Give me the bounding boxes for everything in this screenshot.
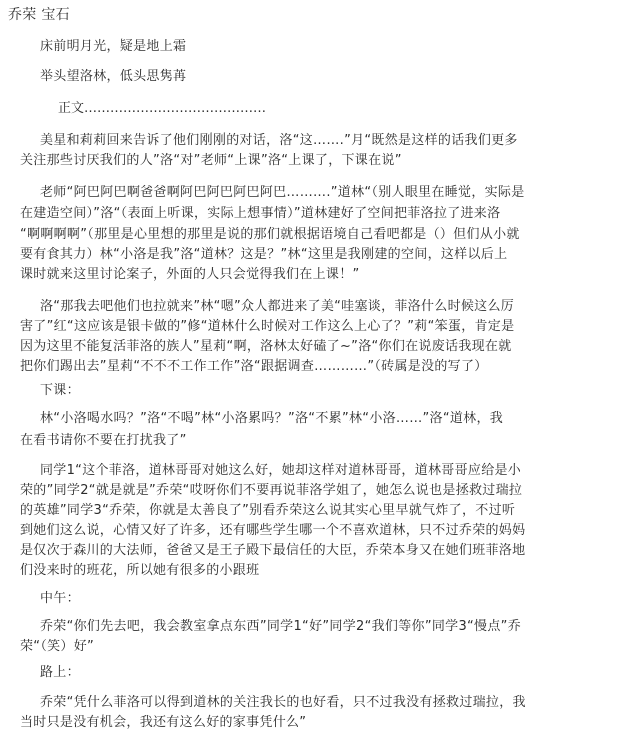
poem-line-1: 床前明月光，疑是地上霜 [40, 39, 187, 54]
section-label: 路上： [40, 665, 80, 680]
paragraph-line: 们没来时的班花，所以她有很多的小跟班 [20, 563, 260, 578]
paragraph-line: 因为这里不能复活菲洛的族人”星莉“啊，洛林太好磕了~”洛“你们在说废话我现在就 [20, 339, 512, 354]
paragraph-line: “啊啊啊啊”（那里是心里想的那里是说的那们就根据语境自己看吧都是（）但们从小就 [20, 227, 520, 242]
paragraph-line: 关注那些讨厌我们的人”洛“对”老师“上课”洛“上课了，下课在说” [20, 153, 402, 168]
paragraph-line: 到她们这么说，心情又好了许多，还有哪些学生哪一个不喜欢道林，只不过乔荣的妈妈 [20, 523, 526, 538]
paragraph-line: 同学1“这个菲洛，道林哥哥对她这么好，她却这样对道林哥哥，道林哥哥应给是小 [40, 463, 522, 478]
paragraph-line: 课时就来这里讨论案子，外面的人只会觉得我们在上课！” [20, 267, 360, 282]
section-label: 中午： [40, 591, 80, 606]
section-label: 下课： [40, 383, 80, 398]
paragraph-line: 的英雄”同学3“乔荣，你就是太善良了”别看乔荣这么说其实心里早就气炸了，不过听 [20, 503, 516, 518]
paragraph-line: 在建造空间）”洛“（表面上听课，实际上想事情）”道林建好了空间把菲洛拉了进来洛 [20, 206, 501, 221]
paragraph-line: 荣的”同学2“就是就是”乔荣“哎呀你们不要再说菲洛学姐了，她怎么说也是拯救过瑞拉 [20, 483, 523, 498]
paragraph-line: 当时只是没有机会，我还有这么好的家事凭什么” [20, 715, 307, 730]
header-title: 乔荣 宝石 [8, 7, 70, 23]
paragraph-line: 把你们踢出去”星莉“不不不工作工作”洛“跟据调查…………”（砖属是没的写了） [20, 359, 488, 374]
paragraph-line: 乔荣“凭什么菲洛可以得到道林的关注我长的也好看，只不过我没有拯救过瑞拉，我 [40, 695, 526, 710]
paragraph-line: 乔荣“你们先去吧，我会教室拿点东西”同学1“好”同学2“我们等你”同学3“慢点”乔 [40, 619, 521, 634]
paragraph-line: 洛“那我去吧他们也拉就来”林“嗯”众人都进来了美“哇塞谈，菲洛什么时候这么厉 [40, 299, 515, 314]
paragraph-line: 老师“阿巴阿巴啊爸爸啊阿巴阿巴阿巴阿巴……….”道林“（别人眼里在睡觉，实际是 [40, 185, 525, 200]
poem-line-2: 举头望洛林，低头思隽苒 [40, 69, 187, 84]
paragraph-line: 荣“（笑）好” [20, 639, 95, 654]
paragraph-line: 要有食其力）林“小洛是我”洛“道林？这是？”林“这里是我刚建的空间，这样以后上 [20, 247, 508, 262]
paragraph-line: 在看书请你不要在打扰我了” [20, 433, 187, 448]
paragraph-line: 是仅次于森川的大法师，爸爸又是王子殿下最信任的大臣，乔荣本身又在她们班菲洛地 [20, 543, 526, 558]
paragraph-line: 林“小洛喝水吗？”洛“不喝”林“小洛累吗？”洛“不累”林“小洛……”洛“道林，我 [40, 411, 504, 426]
paragraph-line: 害了”红“这应该是银卡做的”修“道林什么时候对工作这么上心了？”莉“笨蛋，肯定是 [20, 319, 515, 334]
paragraph-line: 美星和莉莉回来告诉了他们刚刚的对话，洛“这…….”月“既然是这样的话我们更多 [40, 133, 518, 148]
body-label: 正文…………………………………… [58, 101, 267, 116]
